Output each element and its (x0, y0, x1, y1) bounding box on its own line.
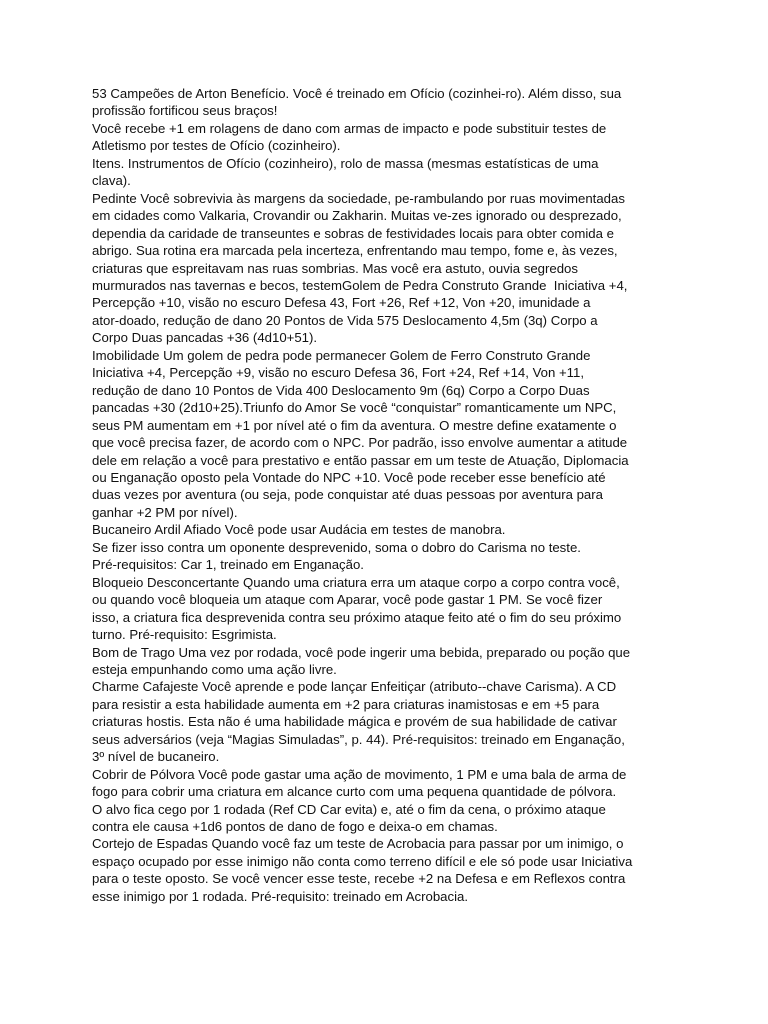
text-line: ou Enganação oposto pela Vontade do NPC +10. Você pode receber esse benefício até (92, 469, 606, 485)
text-line: profissão fortificou seus braços! (92, 103, 278, 119)
text-line: Imobilidade Um golem de pedra pode permanecer Golem de Ferro Construto Grande (92, 347, 591, 363)
text-line: Cortejo de Espadas Quando você faz um teste de Acrobacia para passar por um inimigo, o (92, 836, 624, 852)
text-line: esteja empunhando como uma ação livre. (92, 661, 337, 677)
text-line: Percepção +10, visão no escuro Defesa 43, Fort +26, Ref +12, Von +20, imunidade a (92, 295, 591, 311)
text-line: ou quando você bloqueia um ataque com Aparar, você pode gastar 1 PM. Se você fizer (92, 592, 603, 608)
text-line: Bucaneiro Ardil Afiado Você pode usar Audácia em testes de manobra. (92, 522, 506, 538)
text-line: dele em relação a você para prestativo e então passar em um teste de Atuação, Diplomacia (92, 452, 629, 468)
text-line: ator-doado, redução de dano 20 Pontos de Vida 575 Deslocamento 4,5m (3q) Corpo a (92, 312, 598, 328)
text-line: redução de dano 10 Pontos de Vida 400 Deslocamento 9m (6q) Corpo a Corpo Duas (92, 382, 590, 398)
text-line: criaturas que espreitavam nas ruas sombrias. Mas você era astuto, ouvia segredos (92, 260, 578, 276)
text-line: espaço ocupado por esse inimigo não conta como terreno difícil e ele só pode usar Iniciativa (92, 853, 633, 869)
text-line: que você precisa fazer, de acordo com o NPC. Por padrão, isso envolve aumentar a atitude (92, 435, 628, 451)
text-line: seus PM aumentam em +1 por nível até o fim da aventura. O mestre define exatamente o (92, 417, 617, 433)
text-line: ganhar +2 PM por nível). (92, 504, 238, 520)
text-line: para resistir a esta habilidade aumenta em +2 para criaturas inamistosas e em +5 para (92, 696, 600, 712)
document-text-block (92, 85, 682, 905)
text-line: seus adversários (veja “Magias Simuladas”, p. 44). Pré-requisitos: treinado em Enganação, (92, 731, 625, 747)
text-line: Bom de Trago Uma vez por rodada, você pode ingerir uma bebida, preparado ou poção que (92, 644, 631, 660)
text-line: duas vezes por aventura (ou seja, pode conquistar até duas pessoas por aventura para (92, 487, 603, 503)
text-line: fogo para cobrir uma criatura em alcance curto com uma pequena quantidade de pólvora. (92, 784, 617, 800)
text-line: Itens. Instrumentos de Ofício (cozinheiro), rolo de massa (mesmas estatísticas de uma (92, 155, 599, 171)
text-line: Se fizer isso contra um oponente desprevenido, soma o dobro do Carisma no teste. (92, 539, 581, 555)
text-line: contra ele causa +1d6 pontos de dano de fogo e deixa-o em chamas. (92, 819, 498, 835)
text-line: Atletismo por testes de Ofício (cozinheiro). (92, 138, 341, 154)
text-line: em cidades como Valkaria, Crovandir ou Zakharin. Muitas ve-zes ignorado ou desprezado, (92, 208, 622, 224)
text-line: 3º nível de bucaneiro. (92, 749, 220, 765)
text-line: Charme Cafajeste Você aprende e pode lançar Enfeitiçar (atributo--chave Carisma). A CD (92, 679, 617, 695)
text-line: O alvo fica cego por 1 rodada (Ref CD Car evita) e, até o fim da cena, o próximo ataque (92, 801, 606, 817)
text-line: isso, a criatura fica desprevenida contra seu próximo ataque feito até o fim do seu próximo (92, 609, 622, 625)
text-line: clava). (92, 173, 131, 189)
text-line: dependia da caridade de transeuntes e sobras de festividades locais para obter comida e (92, 225, 614, 241)
text-line: criaturas hostis. Esta não é uma habilidade mágica e provém de sua habilidade de cativar (92, 714, 617, 730)
text-line: Pedinte Você sobrevivia às margens da sociedade, pe-rambulando por ruas movimentadas (92, 190, 625, 206)
text-line: esse inimigo por 1 rodada. Pré-requisito: treinado em Acrobacia. (92, 888, 469, 904)
text-line: Corpo Duas pancadas +36 (4d10+51). (92, 330, 318, 346)
text-line: para o teste oposto. Se você vencer esse teste, recebe +2 na Defesa e em Reflexos contra (92, 871, 626, 887)
text-line: turno. Pré-requisito: Esgrimista. (92, 627, 277, 643)
text-line: murmurados nas tavernas e becos, testemGolem de Pedra Construto Grande Iniciativa +4, (92, 277, 628, 293)
text-line: pancadas +30 (2d10+25).Triunfo do Amor Se você “conquistar” romanticamente um NPC, (92, 400, 617, 416)
text-line: Iniciativa +4, Percepção +9, visão no escuro Defesa 36, Fort +24, Ref +14, Von +11, (92, 365, 585, 381)
text-line: 53 Campeões de Arton Benefício. Você é treinado em Ofício (cozinhei-ro). Além disso, sua (92, 86, 622, 101)
text-line: Pré-requisitos: Car 1, treinado em Enganação. (92, 557, 364, 573)
text-line: Bloqueio Desconcertante Quando uma criatura erra um ataque corpo a corpo contra você, (92, 574, 620, 590)
text-line: Cobrir de Pólvora Você pode gastar uma ação de movimento, 1 PM e uma bala de arma de (92, 766, 627, 782)
text-line: abrigo. Sua rotina era marcada pela incerteza, enfrentando mau tempo, fome e, às vezes, (92, 243, 618, 259)
text-line: Você recebe +1 em rolagens de dano com armas de impacto e pode substituir testes de (92, 120, 607, 136)
